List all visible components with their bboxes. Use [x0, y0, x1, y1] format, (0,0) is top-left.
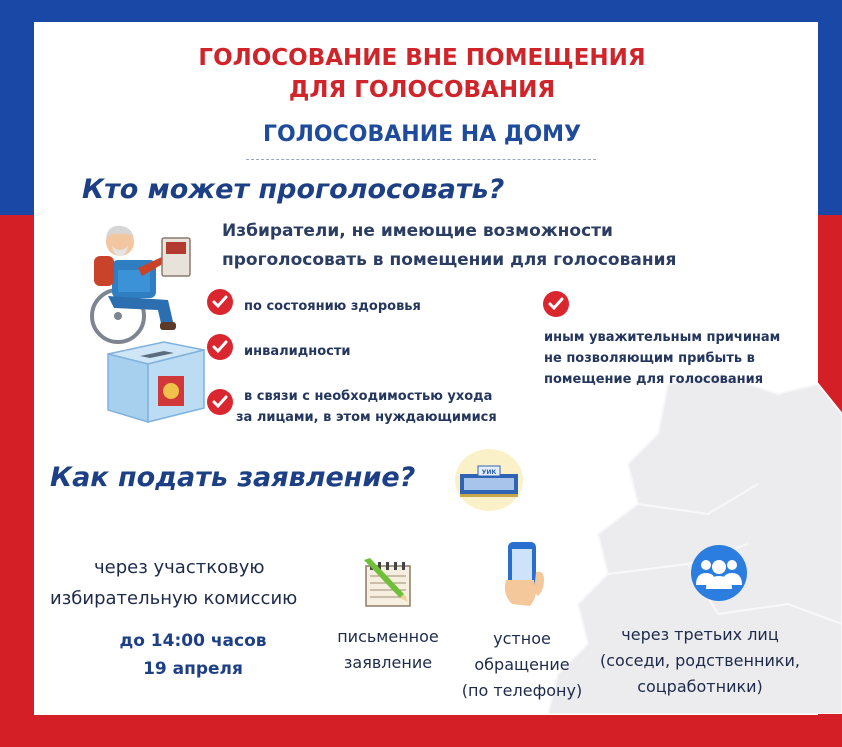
oral-request-line-1: устное: [493, 629, 551, 648]
subtitle: ГОЛОСОВАНИЕ НА ДОМУ: [262, 122, 582, 147]
who-heading: Кто может проголосовать?: [82, 174, 505, 205]
reason-health: по состоянию здоровья: [244, 299, 421, 314]
written-application-line-1: письменное: [337, 627, 439, 646]
reason-disability: инвалидности: [244, 344, 351, 359]
via-commission-line-1: через участковую: [94, 557, 265, 578]
who-description-line-2: проголосовать в помещении для голосования: [222, 250, 677, 270]
reason-care-line-2: за лицами, в этом нуждающимися: [236, 410, 497, 425]
reason-care-line-1: в связи с необходимостью ухода: [244, 389, 493, 404]
third-parties-line-1: через третьих лиц: [621, 625, 779, 644]
ballot-box-icon: [100, 336, 210, 424]
reason-other-line-3: помещение для голосования: [544, 372, 764, 387]
main-title-line-2: ДЛЯ ГОЛОСОВАНИЯ: [288, 77, 556, 103]
check-icon: [207, 289, 233, 315]
written-application-line-2: заявление: [343, 653, 433, 672]
third-parties-line-3: соцработники): [637, 677, 763, 696]
deadline-date: 19 апреля: [143, 659, 243, 679]
via-commission-line-2: избирательную комиссию: [50, 588, 298, 609]
polling-station-icon: [454, 448, 524, 512]
reason-other-line-1: иным уважительным причинам: [544, 330, 781, 345]
check-icon: [543, 291, 569, 317]
deadline-time: до 14:00 часов: [119, 631, 267, 651]
reason-other-line-2: не позволяющим прибыть в: [544, 351, 755, 366]
who-description-line-1: Избиратели, не имеющие возможности: [222, 221, 613, 241]
polling-station-badge: УИК: [481, 469, 497, 476]
notepad-pencil-icon: [360, 556, 420, 610]
main-title-line-1: ГОЛОСОВАНИЕ ВНЕ ПОМЕЩЕНИЯ: [198, 45, 646, 71]
third-parties-line-2: (соседи, родственники,: [600, 651, 800, 670]
subtitle-divider: [246, 159, 596, 160]
how-heading: Как подать заявление?: [50, 462, 416, 493]
check-icon: [207, 334, 233, 360]
oral-request-line-2: обращение: [474, 655, 570, 674]
check-icon: [207, 389, 233, 415]
people-group-icon: [690, 545, 748, 601]
oral-request-line-3: (по телефону): [461, 681, 583, 700]
elderly-wheelchair-voter-icon: [78, 216, 198, 344]
smartphone-hand-icon: [500, 540, 548, 608]
